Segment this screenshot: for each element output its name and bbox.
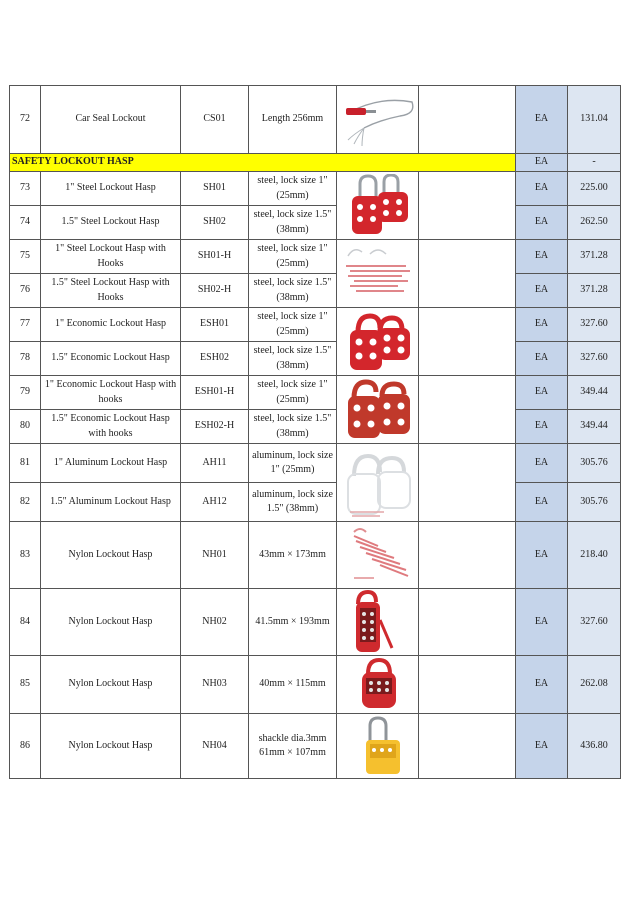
item-name: 1" Economic Lockout Hasp with hooks <box>41 376 181 410</box>
item-name: Nylon Lockout Hasp <box>41 589 181 656</box>
item-code: NH02 <box>181 589 249 656</box>
item-unit: EA <box>516 376 568 410</box>
table-row <box>10 444 621 483</box>
item-spec: steel, lock size 1" (25mm) <box>249 172 337 206</box>
table-row <box>10 274 621 308</box>
empty-cell <box>419 656 516 714</box>
nylon-hasp-nh04-image <box>337 714 419 779</box>
item-code: ESH01-H <box>181 376 249 410</box>
steel-hasp-image <box>337 172 419 240</box>
item-code: CS01 <box>181 86 249 154</box>
item-name: 1" Economic Lockout Hasp <box>41 308 181 342</box>
table-row <box>10 410 621 444</box>
item-spec: shackle dia.3mm 61mm × 107mm <box>249 714 337 779</box>
item-price: 131.04 <box>568 86 621 154</box>
item-price: 371.28 <box>568 274 621 308</box>
item-price: 349.44 <box>568 410 621 444</box>
item-unit: EA <box>516 308 568 342</box>
item-no: 81 <box>10 444 41 483</box>
item-name: 1.5" Steel Lockout Hasp with Hooks <box>41 274 181 308</box>
item-code: NH03 <box>181 656 249 714</box>
item-spec: steel, lock size 1" (25mm) <box>249 240 337 274</box>
empty-cell <box>419 308 516 376</box>
empty-cell <box>419 86 516 154</box>
item-code: NH04 <box>181 714 249 779</box>
item-code: ESH01 <box>181 308 249 342</box>
item-price: 327.60 <box>568 589 621 656</box>
item-name: Nylon Lockout Hasp <box>41 656 181 714</box>
item-unit: EA <box>516 522 568 589</box>
table-row <box>10 483 621 522</box>
item-name: Nylon Lockout Hasp <box>41 522 181 589</box>
table-row <box>10 376 621 410</box>
item-no: 79 <box>10 376 41 410</box>
item-name: 1" Aluminum Lockout Hasp <box>41 444 181 483</box>
table-row <box>10 589 621 656</box>
nylon-hasp-nh01-image <box>337 522 419 589</box>
item-unit: EA <box>516 172 568 206</box>
item-unit: EA <box>516 240 568 274</box>
table-row <box>10 86 621 154</box>
table-row <box>10 308 621 342</box>
item-no: 76 <box>10 274 41 308</box>
price-list-table <box>9 85 621 779</box>
item-no: 80 <box>10 410 41 444</box>
item-name: Nylon Lockout Hasp <box>41 714 181 779</box>
section-title: SAFETY LOCKOUT HASP <box>10 154 516 172</box>
item-price: 436.80 <box>568 714 621 779</box>
item-spec: steel, lock size 1.5" (38mm) <box>249 274 337 308</box>
empty-cell <box>419 714 516 779</box>
empty-cell <box>419 522 516 589</box>
item-no: 77 <box>10 308 41 342</box>
table-row <box>10 656 621 714</box>
table-row <box>10 714 621 779</box>
section-unit: EA <box>516 154 568 172</box>
item-price: 305.76 <box>568 483 621 522</box>
item-name: Car Seal Lockout <box>41 86 181 154</box>
item-unit: EA <box>516 206 568 240</box>
item-price: 262.08 <box>568 656 621 714</box>
item-price: 218.40 <box>568 522 621 589</box>
item-no: 82 <box>10 483 41 522</box>
item-name: 1.5" Aluminum Lockout Hasp <box>41 483 181 522</box>
item-price: 305.76 <box>568 444 621 483</box>
empty-cell <box>419 172 516 240</box>
item-spec: 40mm × 115mm <box>249 656 337 714</box>
item-code: ESH02 <box>181 342 249 376</box>
item-price: 225.00 <box>568 172 621 206</box>
economic-hasp-image <box>337 308 419 376</box>
item-name: 1.5" Economic Lockout Hasp with hooks <box>41 410 181 444</box>
section-price: - <box>568 154 621 172</box>
empty-cell <box>419 444 516 522</box>
item-unit: EA <box>516 714 568 779</box>
aluminum-hasp-image <box>337 444 419 522</box>
item-spec: steel, lock size 1.5" (38mm) <box>249 410 337 444</box>
item-no: 74 <box>10 206 41 240</box>
item-spec: steel, lock size 1" (25mm) <box>249 308 337 342</box>
empty-cell <box>419 589 516 656</box>
item-unit: EA <box>516 274 568 308</box>
item-spec: steel, lock size 1.5" (38mm) <box>249 342 337 376</box>
empty-cell <box>419 376 516 444</box>
item-name: 1" Steel Lockout Hasp <box>41 172 181 206</box>
item-code: NH01 <box>181 522 249 589</box>
item-price: 371.28 <box>568 240 621 274</box>
item-unit: EA <box>516 342 568 376</box>
table-row <box>10 240 621 274</box>
item-spec: aluminum, lock size 1.5" (38mm) <box>249 483 337 522</box>
item-spec: steel, lock size 1.5" (38mm) <box>249 206 337 240</box>
item-no: 84 <box>10 589 41 656</box>
item-code: SH01-H <box>181 240 249 274</box>
item-name: 1.5" Economic Lockout Hasp <box>41 342 181 376</box>
item-unit: EA <box>516 86 568 154</box>
economic-hasp-hooks-image <box>337 376 419 444</box>
item-code: AH11 <box>181 444 249 483</box>
table-row <box>10 206 621 240</box>
item-spec: aluminum, lock size 1" (25mm) <box>249 444 337 483</box>
item-code: SH02-H <box>181 274 249 308</box>
empty-cell <box>419 240 516 308</box>
item-price: 327.60 <box>568 342 621 376</box>
table-row <box>10 522 621 589</box>
nylon-hasp-nh02-image <box>337 589 419 656</box>
item-code: SH01 <box>181 172 249 206</box>
item-no: 72 <box>10 86 41 154</box>
item-code: AH12 <box>181 483 249 522</box>
item-spec: Length 256mm <box>249 86 337 154</box>
item-code: ESH02-H <box>181 410 249 444</box>
item-price: 262.50 <box>568 206 621 240</box>
nylon-hasp-nh03-image <box>337 656 419 714</box>
car-seal-cable-image <box>337 86 419 154</box>
item-name: 1" Steel Lockout Hasp with Hooks <box>41 240 181 274</box>
item-no: 78 <box>10 342 41 376</box>
item-spec: 43mm × 173mm <box>249 522 337 589</box>
item-price: 349.44 <box>568 376 621 410</box>
table-row <box>10 172 621 206</box>
item-spec: steel, lock size 1" (25mm) <box>249 376 337 410</box>
item-code: SH02 <box>181 206 249 240</box>
item-unit: EA <box>516 410 568 444</box>
steel-hasp-hooks-image <box>337 240 419 308</box>
item-unit: EA <box>516 656 568 714</box>
item-no: 86 <box>10 714 41 779</box>
item-no: 85 <box>10 656 41 714</box>
item-no: 75 <box>10 240 41 274</box>
table-row <box>10 342 621 376</box>
item-unit: EA <box>516 444 568 483</box>
item-no: 73 <box>10 172 41 206</box>
item-spec: 41.5mm × 193mm <box>249 589 337 656</box>
item-unit: EA <box>516 483 568 522</box>
item-no: 83 <box>10 522 41 589</box>
item-price: 327.60 <box>568 308 621 342</box>
item-unit: EA <box>516 589 568 656</box>
section-header <box>10 154 621 172</box>
item-name: 1.5" Steel Lockout Hasp <box>41 206 181 240</box>
